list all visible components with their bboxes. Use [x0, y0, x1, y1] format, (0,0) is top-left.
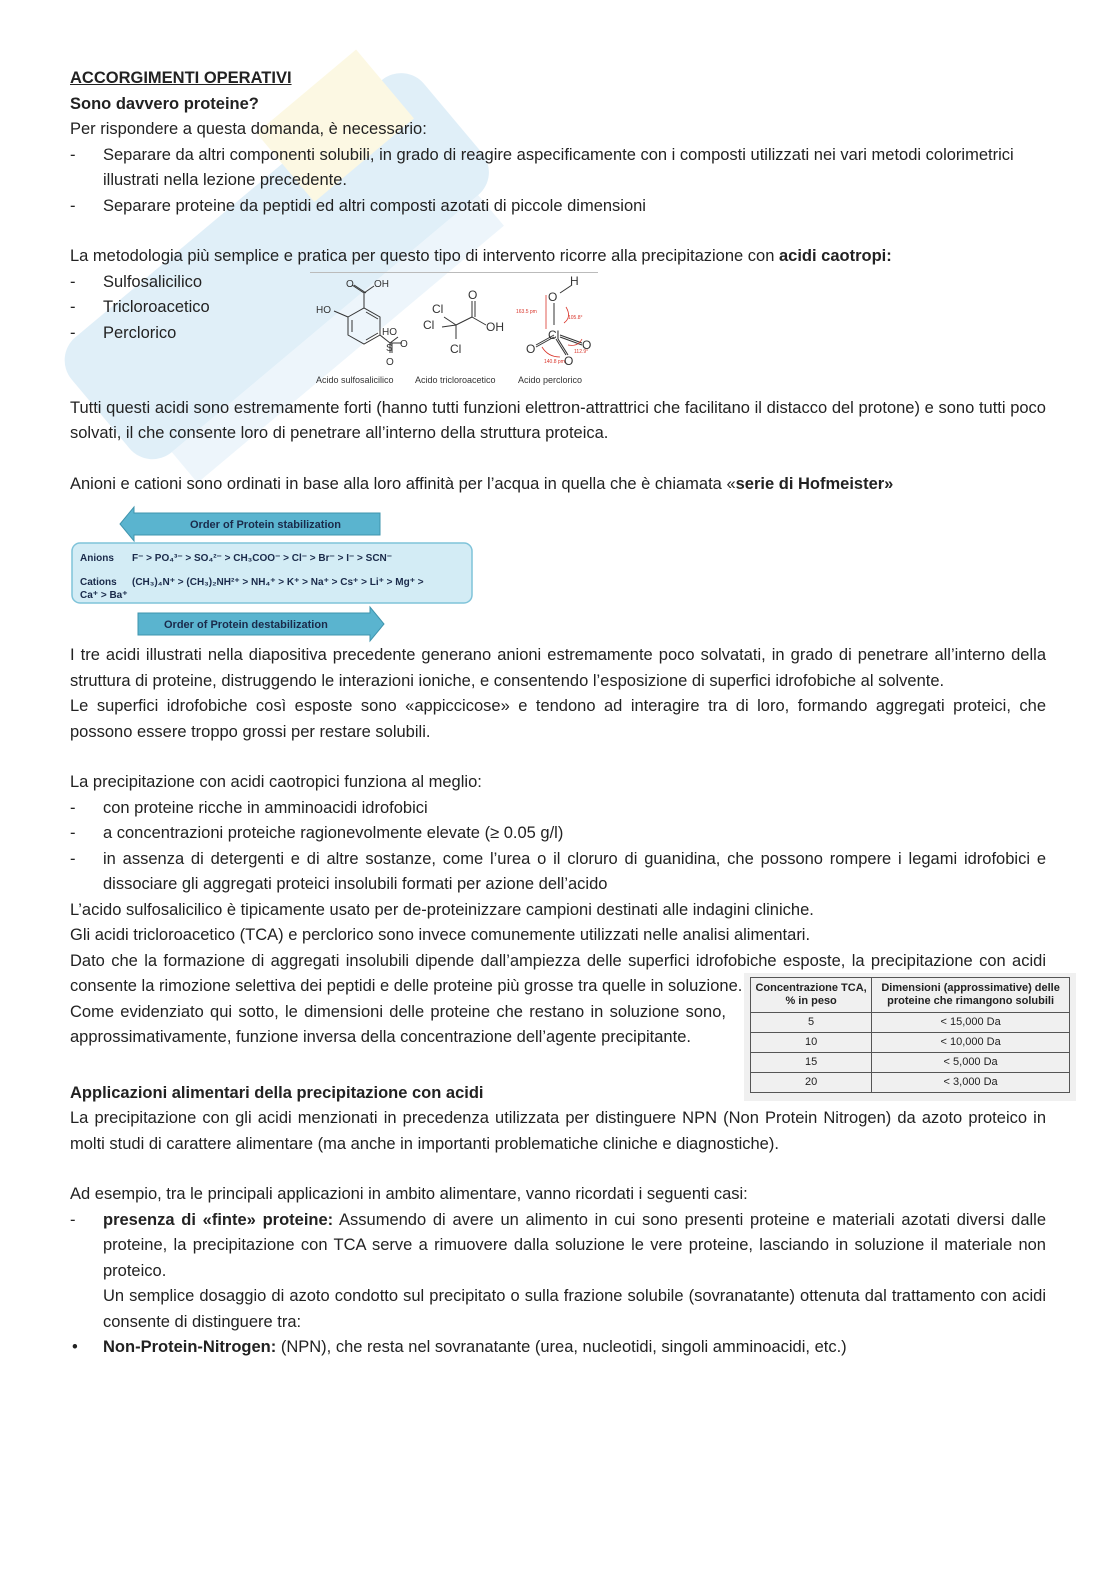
atom-label: O: [564, 353, 574, 368]
table-cell: 15: [751, 1052, 872, 1072]
npn-bold: Non-Protein-Nitrogen:: [103, 1338, 277, 1356]
method-bold: acidi caotropi:: [778, 247, 892, 265]
table-cell: < 15,000 Da: [872, 1012, 1070, 1032]
table-cell: < 5,000 Da: [872, 1052, 1070, 1072]
tca-table: [750, 977, 1070, 1093]
applications-paragraph: La precipitazione con gli acidi menzionati in precedenza utilizzata per distinguere NPN (Non Protein Nitrogen) da azoto proteico in molti studi di carattere alimentare (ma anche in importanti problematiche cliniche e diagnostiche).: [70, 1109, 1046, 1153]
atom-label: O: [346, 278, 354, 290]
method-paragraph: [70, 244, 1046, 270]
atom-label: HO: [316, 304, 331, 316]
list-item: - Perclorico: [70, 321, 210, 347]
list-item: - Separare proteine da peptidi ed altri composti azotati di piccole dimensioni: [70, 194, 1046, 220]
list-item: - con proteine ricche in amminoacidi idrofobici: [70, 796, 1046, 822]
anions-series: F⁻ > PO₄³⁻ > SO₄²⁻ > CH₃COO⁻ > Cl⁻ > Br⁻ > I⁻ > SCN⁻: [132, 553, 393, 564]
hofmeister-diagram: [70, 501, 474, 643]
figure-label: Acido tricloroacetico: [415, 374, 496, 385]
stabilization-label: Order of Protein stabilization: [190, 519, 341, 531]
cations-series: (CH₃)₄N⁺ > (CH₃)₂NH²⁺ > NH₄⁺ > K⁺ > Na⁺ > Cs⁺ > Li⁺ > Mg⁺ >: [132, 577, 424, 588]
hofmeister-bold: serie di Hofmeister»: [735, 474, 894, 493]
selective-section: [70, 949, 1060, 1088]
ssa-line: L’acido sulfosalicilico è tipicamente usato per de-proteinizzare campioni destinati alle indagini cliniche.: [70, 900, 814, 919]
table-cell: < 3,000 Da: [872, 1072, 1070, 1092]
document-page: [70, 66, 1060, 1361]
list-item: - in assenza di detergenti e di altre sostanze, come l’urea o il cloruro di guanidina, che possono rompere i legami idrofobici e dissociare gli aggregati proteici insolubili formati per azione dell’acido: [70, 847, 1046, 898]
table-row: [751, 1012, 1070, 1032]
list-item: - Tricloroacetico: [70, 295, 210, 321]
atom-label: O: [526, 341, 536, 356]
acid-list: [70, 270, 210, 347]
column-header: Dimensioni (approssimative) delle proteine che rimangono solubili: [872, 977, 1070, 1012]
list-item: - Sulfosalicilico: [70, 270, 210, 296]
measure-label: 163.5 pm: [516, 308, 537, 315]
inverse-paragraph: Come evidenziato qui sotto, le dimensioni delle proteine che restano in soluzione sono, approssimativamente, funzione inversa della concentrazione dell’agente precipitante.: [70, 1002, 726, 1046]
three-acids-paragraph: I tre acidi illustrati nella diapositiva precedente generano anioni estremamente poco solvatati, in grado di penetrare all’interno della struttura di proteine, distruggendo le interazioni ioniche, e consentendo l’esposizione di superfici idrofobiche al solvente.: [70, 646, 1046, 690]
atom-label: O: [548, 289, 558, 304]
best-list: [70, 796, 1046, 898]
acid-structures-figure: [310, 272, 598, 397]
list-item: - a concentrazioni proteiche ragionevolmente elevate (≥ 0.05 g/l): [70, 821, 1046, 847]
cations-series-cont: Ca⁺ > Ba⁺: [80, 590, 128, 601]
atom-label: S: [386, 342, 393, 354]
sticky-paragraph: Le superfici idrofobiche così esposte sono «appiccicose» e tendono ad interagire tra di loro, formando aggregati proteici, che possono essere troppo grossi per restare solubili.: [70, 697, 1046, 741]
examples-list: [70, 1208, 1046, 1285]
table-row: [751, 1052, 1070, 1072]
list-item: [70, 1208, 1046, 1285]
atom-label: Cl: [548, 327, 560, 342]
atom-label: O: [386, 356, 394, 368]
destabilization-label: Order of Protein destabilization: [164, 619, 328, 631]
series-box: [72, 543, 472, 603]
table-cell: < 10,000 Da: [872, 1032, 1070, 1052]
atom-label: O: [582, 337, 592, 352]
table-cell: 20: [751, 1072, 872, 1092]
hofmeister-intro: [70, 472, 1046, 498]
npn-text: (NPN), che resta nel sovranatante (urea, nucleotidi, singoli amminoacidi, etc.): [276, 1338, 847, 1356]
intro-text: Per rispondere a questa domanda, è necessario:: [70, 120, 427, 138]
anions-label: Anions: [80, 553, 114, 564]
cations-label: Cations: [80, 577, 117, 588]
applications-heading: Applicazioni alimentari della precipitazione con acidi: [70, 1083, 484, 1102]
fake-proteins-bold: presenza di «finte» proteine:: [103, 1210, 334, 1229]
measure-label: 105.8°: [568, 314, 583, 321]
acid-strength-paragraph: Tutti questi acidi sono estremamente forti (hanno tutti funzioni elettron-attrattrici che facilitano il distacco del protone) e sono tutti poco solvati, il che consente loro di penetrare all’interno della struttura proteica.: [70, 398, 1046, 442]
list-item: [70, 1335, 1046, 1361]
atom-label: OH: [374, 278, 389, 290]
atom-label: O: [468, 287, 478, 302]
measure-label: 112.9°: [574, 348, 589, 355]
npn-list: [70, 1335, 1046, 1361]
subheading: Sono davvero proteine?: [70, 94, 259, 113]
hofmeister-text: Anioni e cationi sono ordinati in base alla loro affinità per l’acqua in quella che è chiamata «: [70, 474, 736, 493]
dosage-paragraph: Un semplice dosaggio di azoto condotto sul precipitato o sulla frazione solubile (sovranatante) ottenuta dal trattamento con acidi consente di distinguere tra:: [103, 1287, 1046, 1331]
section-heading: ACCORGIMENTI OPERATIVI: [70, 69, 292, 87]
table-cell: 5: [751, 1012, 872, 1032]
examples-intro: Ad esempio, tra le principali applicazioni in ambito alimentare, vanno ricordati i seguenti casi:: [70, 1185, 748, 1203]
figure-label: Acido perclorico: [518, 374, 583, 385]
selective-paragraph: Dato che la formazione di aggregati insolubili dipende dall’ampiezza delle superfici idrofobiche esposte, la precipitazione con acidi consente la rimozione selettiva dei peptidi e delle proteine più grosse tra quelle in soluzione.: [70, 951, 1046, 995]
fake-proteins-text: Assumendo di avere un alimento in cui sono presenti proteine e materiali azotati diversi dalle proteine, la precipitazione con TCA serve a rimuovere dalla soluzione le vere proteine, lasciando in soluzione il materiale non proteico.: [103, 1210, 1047, 1280]
measure-label: 140.8 pm: [544, 358, 565, 365]
table-row: [751, 1072, 1070, 1092]
acids-block: [70, 270, 1046, 396]
intro-list: [70, 143, 1046, 220]
tca-table-box: [744, 973, 1076, 1101]
table-row: [751, 1032, 1070, 1052]
atom-label: Cl: [432, 301, 444, 316]
method-text: La metodologia più semplice e pratica per questo tipo di intervento ricorre alla precipitazione con: [70, 247, 779, 265]
list-item: - Separare da altri componenti solubili, in grado di reagire aspecificamente con i composti utilizzati nei vari metodi colorimetrici illustrati nella lezione precedente.: [70, 143, 1046, 194]
atom-label: H: [570, 273, 579, 288]
atom-label: O: [400, 338, 408, 350]
trichloroacetic-structure: [442, 301, 486, 339]
atom-label: Cl: [423, 317, 435, 332]
table-header-row: [751, 977, 1070, 1012]
tca-line: Gli acidi tricloroacetico (TCA) e perclorico sono invece comunemente utilizzati nelle analisi alimentari.: [70, 926, 811, 944]
atom-label: OH: [486, 319, 504, 334]
table-cell: 10: [751, 1032, 872, 1052]
atom-label: HO: [382, 326, 397, 338]
atom-label: Cl: [450, 341, 462, 356]
best-intro: La precipitazione con acidi caotropici funziona al meglio:: [70, 773, 482, 791]
column-header: Concentrazione TCA, % in peso: [751, 977, 872, 1012]
figure-label: Acido sulfosalicilico: [316, 374, 394, 385]
